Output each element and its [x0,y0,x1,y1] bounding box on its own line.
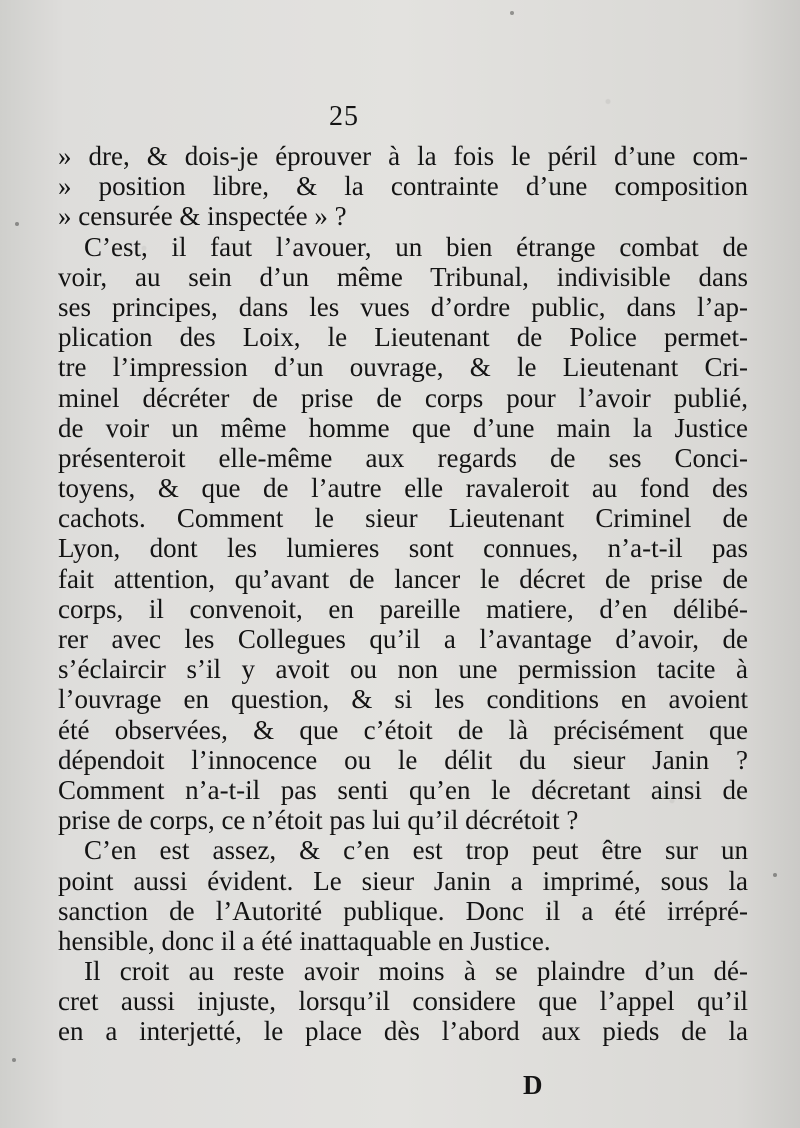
text-line: point aussi évident. Le sieur Janin a imprimé, sous la [58,865,748,896]
text-line: tre l’impression d’un ouvrage, & le Lieutenant Cri- [58,352,748,383]
text-line: Comment n’a-t-il pas senti qu’en le décretant ainsi de [58,774,748,805]
text-line: fait attention, qu’avant de lancer le décret de prise de [58,563,748,594]
paper-speck [15,222,19,226]
text-line: prise de corps, ce n’étoit pas lui qu’il décrétoit ? [58,805,579,836]
text-line: corps, il convenoit, en pareille matiere, d’en délibé- [58,593,748,624]
paper-speck [510,11,514,15]
paper-speck [12,1058,16,1062]
text-line: en a interjetté, le place dès l’abord aux pieds de la [58,1016,748,1047]
text-line: présenteroit elle-même aux regards de ses Conci- [58,442,748,473]
page-number: 25 [329,101,359,132]
text-line: sanction de l’Autorité publique. Donc il a été irrépré- [58,895,748,926]
text-line: plication des Loix, le Lieutenant de Police permet- [58,322,748,353]
text-line: C’en est assez, & c’en est trop peut être sur un [84,835,748,866]
text-line: ses principes, dans les vues d’ordre public, dans l’ap- [58,291,748,322]
text-line: s’éclaircir s’il y avoit ou non une permission tacite à [58,654,748,685]
text-line: hensible, donc il a été inattaquable en Justice. [58,925,551,956]
text-line: voir, au sein d’un même Tribunal, indivisible dans [58,261,748,292]
text-line: minel décréter de prise de corps pour l’avoir publié, [58,382,748,413]
text-line: toyens, & que de l’autre elle ravaleroit au fond des [58,473,748,504]
text-line: cret aussi injuste, lorsqu’il considere que l’appel qu’il [58,986,748,1017]
text-line: de voir un même homme que d’une main la Justice [58,412,748,443]
body-text [58,141,748,1047]
text-line: rer avec les Collegues qu’il a l’avantage d’avoir, de [58,624,748,654]
text-line: l’ouvrage en question, & si les conditions en avoient [58,684,748,715]
text-line: été observées, & que c’étoit de là précisément que [58,714,748,745]
text-line: dépendoit l’innocence ou le délit du sieur Janin ? [58,744,748,775]
text-line: cachots. Comment le sieur Lieutenant Criminel de [58,503,748,534]
text-line: » dre, & dois-je éprouver à la fois le péril d’une com- [58,141,748,171]
text-line: » censurée & inspectée » ? [58,201,347,232]
text-line: » position libre, & la contrainte d’une composition [58,171,748,202]
catchword: D [523,1070,543,1100]
paper-speck [773,873,777,877]
text-line: Lyon, dont les lumieres sont connues, n’a-t-il pas [58,533,748,564]
text-line: C’est, il faut l’avouer, un bien étrange combat de [84,231,748,262]
text-line: Il croit au reste avoir moins à se plaindre d’un dé- [84,956,748,987]
